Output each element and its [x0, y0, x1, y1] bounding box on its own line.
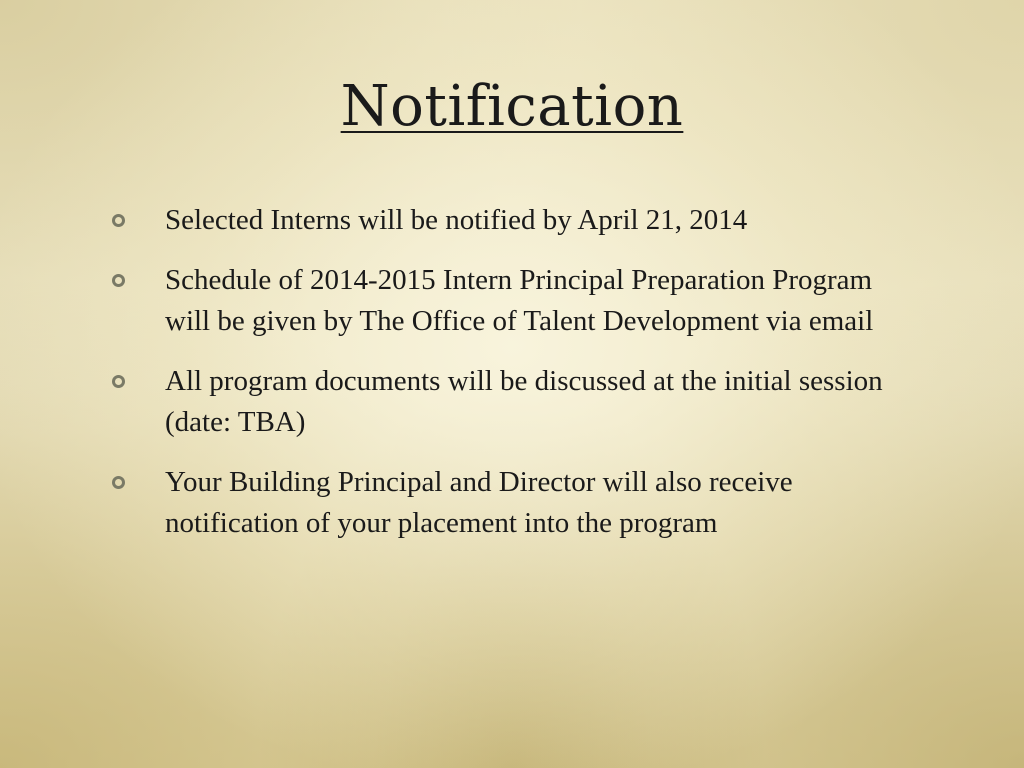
hollow-circle-bullet-icon — [112, 476, 125, 489]
slide-title — [0, 70, 1024, 144]
slide-title-text: Notification — [340, 74, 684, 139]
bullet-list — [110, 200, 910, 563]
bullet-item — [110, 260, 910, 342]
hollow-circle-bullet-icon — [112, 375, 125, 388]
bullet-text: Schedule of 2014-2015 Intern Principal Preparation Program will be given by The Office of Talent Development via email — [165, 264, 874, 337]
hollow-circle-bullet-icon — [112, 214, 125, 227]
bullet-text: Selected Interns will be notified by April 21, 2014 — [165, 204, 748, 236]
bullet-text: All program documents will be discussed at the initial session (date: TBA) — [165, 365, 883, 438]
bullet-item — [110, 361, 910, 443]
bullet-item — [110, 200, 910, 241]
bullet-item — [110, 462, 910, 544]
hollow-circle-bullet-icon — [112, 274, 125, 287]
bullet-text: Your Building Principal and Director will also receive notification of your placement into the program — [165, 466, 793, 539]
